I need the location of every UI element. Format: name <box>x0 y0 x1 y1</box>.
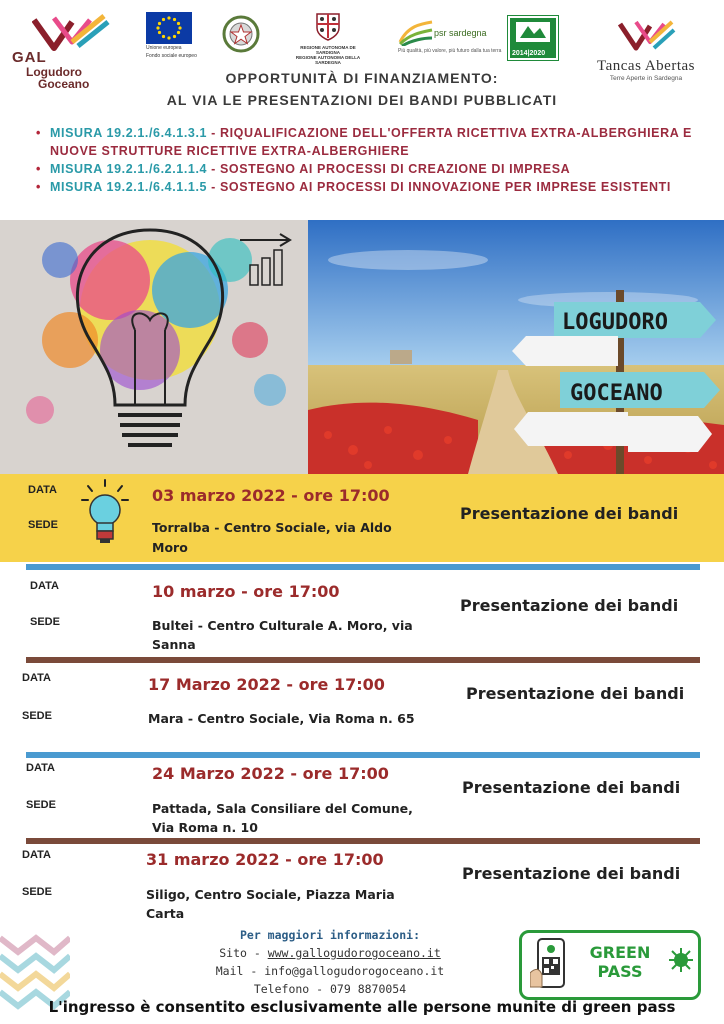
event-date: 17 Marzo 2022 - ore 17:00 <box>148 675 385 694</box>
event-place-line2: Via Roma n. 10 <box>152 820 258 835</box>
psr-name: psr sardegna <box>434 28 487 38</box>
measure-code: MISURA 19.2.1./6.4.1.1.5 <box>50 180 208 194</box>
contact-mail-label: Mail - <box>215 964 265 978</box>
event-place-line2: Carta <box>146 906 185 921</box>
event-data-label: DATA <box>22 672 51 684</box>
event-title: Presentazione dei bandi <box>460 504 679 523</box>
separator-line <box>26 564 700 570</box>
event-data-label: DATA <box>28 484 57 496</box>
psr-wheat-icon <box>398 16 434 46</box>
contact-site-label: Sito - <box>219 946 268 960</box>
eu-logo <box>146 12 197 59</box>
measure-description: - SOSTEGNO AI PROCESSI DI INNOVAZIONE PER IMPRESE ESISTENTI <box>207 180 671 194</box>
contact-info <box>170 926 490 998</box>
bullet-icon: • <box>36 126 41 140</box>
phone-qr-icon <box>530 937 572 991</box>
leader-program-logo <box>508 16 558 60</box>
eu-caption-line2: Fondo sociale europeo <box>146 52 197 59</box>
measure-item <box>36 160 696 178</box>
page-title-line1: OPPORTUNITÀ DI FINANZIAMENTO: <box>225 70 499 86</box>
measure-code: MISURA 19.2.1./6.4.1.3.1 <box>50 126 208 140</box>
contact-mail-row <box>170 962 490 980</box>
phone-value[interactable]: 079 8870054 <box>330 982 407 996</box>
separator-line <box>26 838 700 844</box>
gal-logo-line3: Goceano <box>38 77 90 92</box>
separator-line <box>26 657 700 663</box>
event-date: 31 marzo 2022 - ore 17:00 <box>146 850 384 869</box>
event-title: Presentazione dei bandi <box>460 596 679 615</box>
event-sede-label: SEDE <box>22 710 52 722</box>
event-place-line1: Mara - Centro Sociale, Via Roma n. 65 <box>148 711 415 726</box>
signpost-goceano: GOCEANO <box>570 381 663 406</box>
event-data-label: DATA <box>22 849 51 861</box>
leader-flag-icon <box>510 18 556 48</box>
lightbulb-illustration <box>0 220 308 474</box>
signpost-logudoro: LOGUDORO <box>562 310 668 335</box>
tancas-name: Tancas Abertas <box>597 58 695 74</box>
measure-code: MISURA 19.2.1./6.2.1.1.4 <box>50 162 208 176</box>
event-date: 10 marzo - ore 17:00 <box>152 582 340 601</box>
event-sede-label: SEDE <box>30 616 60 628</box>
sardinia-shield-icon <box>315 12 341 42</box>
italian-republic-emblem-icon <box>222 14 260 54</box>
mail-value[interactable]: info@gallogudorogoceano.it <box>264 964 445 978</box>
leader-years: 2014|2020 <box>512 50 546 57</box>
green-pass-requirement-note: L'ingresso è consentito esclusivamente alle persone munite di green pass <box>48 998 676 1016</box>
event-place-line1: Siligo, Centro Sociale, Piazza Maria <box>146 887 395 902</box>
event-place-line1: Torralba - Centro Sociale, via Aldo <box>152 520 392 535</box>
green-pass-label <box>580 943 660 981</box>
sardinia-caption-line2: REGIONE AUTONOMA DELLA SARDEGNA <box>295 54 361 65</box>
gal-logo-line2: Logudoro <box>26 64 82 79</box>
event-title: Presentazione dei bandi <box>462 778 681 797</box>
green-pass-badge <box>519 930 701 1000</box>
countryside-signpost-photo <box>308 220 724 474</box>
measure-description: - RIQUALIFICAZIONE DELL'OFFERTA RICETTIVA EXTRA-ALBERGHIERA E NUOVE STRUTTURE RICETTIVE EXTRA-ALBERGHIERE <box>50 126 692 158</box>
site-link[interactable]: www.gallogudorogoceano.it <box>267 946 441 960</box>
bullet-icon: • <box>36 180 41 194</box>
event-place-line1: Pattada, Sala Consiliare del Comune, <box>152 801 413 816</box>
tancas-chevron-icon <box>616 18 676 52</box>
event-place-line2: Moro <box>152 540 188 555</box>
event-data-label: DATA <box>26 762 55 774</box>
tancas-tagline: Terre Aperte in Sardegna <box>609 75 683 82</box>
psr-tagline: Più qualità, più valore, più futuro dalla tua terra <box>398 48 502 54</box>
green-pass-line2: PASS <box>597 962 643 981</box>
contact-phone-label: Telefono - <box>253 982 330 996</box>
measures-list <box>36 124 696 196</box>
page-title-line2: AL VIA LE PRESENTAZIONI DEI BANDI PUBBLICATI <box>166 92 558 108</box>
psr-sardegna-logo <box>398 16 502 58</box>
event-sede-label: SEDE <box>28 519 58 531</box>
contact-site-row <box>170 944 490 962</box>
eu-caption-line1: Unione europea <box>146 45 182 51</box>
sardinia-caption-line1: REGIONE AUTONOMA DE SARDIGNA <box>300 45 356 55</box>
event-data-label: DATA <box>30 580 59 592</box>
event-place-line2: Sanna <box>152 637 196 652</box>
virus-icon <box>668 947 694 973</box>
event-title: Presentazione dei bandi <box>466 684 685 703</box>
event-sede-label: SEDE <box>22 886 52 898</box>
contact-heading: Per maggiori informazioni: <box>239 928 420 942</box>
event-date: 24 Marzo 2022 - ore 17:00 <box>152 764 389 783</box>
contact-phone-row <box>170 980 490 998</box>
event-date: 03 marzo 2022 - ore 17:00 <box>152 486 390 505</box>
eu-flag-icon <box>146 12 192 44</box>
measure-description: - SOSTEGNO AI PROCESSI DI CREAZIONE DI IMPRESA <box>207 162 571 176</box>
measure-item <box>36 124 696 160</box>
measure-item <box>36 178 696 196</box>
bullet-icon: • <box>36 162 41 176</box>
separator-line <box>26 752 700 758</box>
gal-logo-line1: GAL <box>12 49 47 66</box>
event-place-line1: Bultei - Centro Culturale A. Moro, via <box>152 618 413 633</box>
event-sede-label: SEDE <box>26 799 56 811</box>
event-title: Presentazione dei bandi <box>462 864 681 883</box>
sardinia-region-logo <box>288 12 368 65</box>
green-pass-line1: GREEN <box>589 943 651 962</box>
lightbulb-icon <box>80 478 130 550</box>
gal-chevron-icon <box>32 12 110 54</box>
